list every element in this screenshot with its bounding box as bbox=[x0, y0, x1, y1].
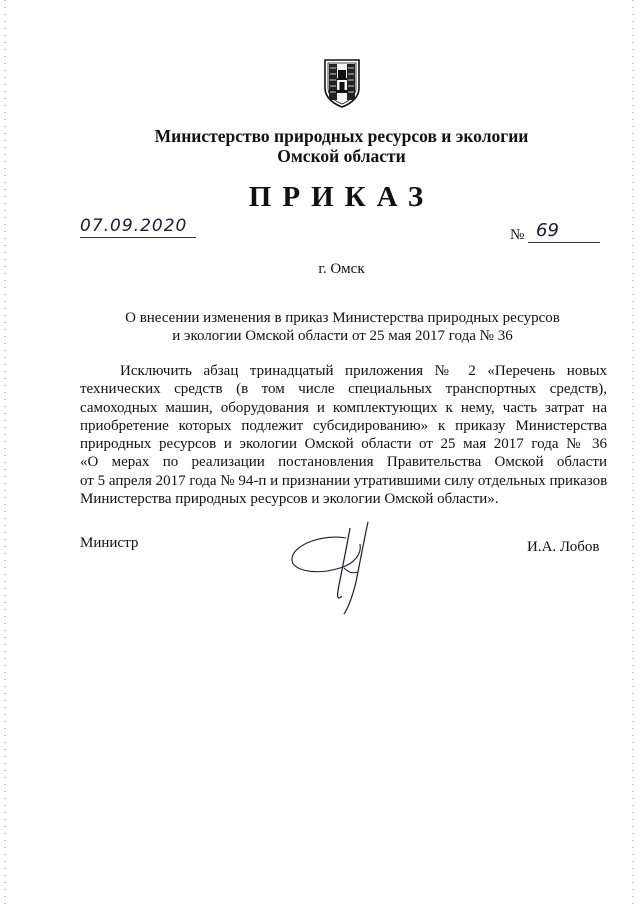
scan-edge-right bbox=[632, 0, 634, 905]
body-line: Министерства природных ресурсов и экологии Омской области». bbox=[80, 491, 499, 508]
body-line: Исключить абзац тринадцатый приложения № 2 «Перечень новых bbox=[120, 363, 607, 379]
body-line: от 5 апреля 2017 года № 94-п и признании утратившими силу отдельных приказов bbox=[80, 472, 608, 489]
body-line: приобретение которых подлежит субсидированию» к приказу Министерства bbox=[80, 417, 607, 434]
number-sign: № bbox=[510, 227, 525, 243]
document-body bbox=[80, 362, 607, 508]
body-line: самоходных машин, оборудования и комплектующих к нему, часть затрат на bbox=[80, 399, 607, 416]
handwritten-signature bbox=[284, 510, 394, 620]
document-number: 69 bbox=[528, 220, 600, 243]
scan-edge-left bbox=[4, 0, 6, 905]
body-paragraph bbox=[80, 362, 607, 508]
document-date: 07.09.2020 bbox=[80, 216, 196, 238]
body-line: «О мерах по реализации постановления Правительства Омской области bbox=[80, 454, 607, 471]
subject-line1: О внесении изменения в приказ Министерства природных ресурсов bbox=[125, 310, 560, 326]
document-subject bbox=[100, 309, 585, 345]
document-type-title: ПРИКАЗ bbox=[248, 181, 435, 213]
city-label: г. Омск bbox=[318, 261, 365, 277]
signer-name: И.А. Лобов bbox=[527, 539, 600, 555]
coat-of-arms-icon bbox=[322, 58, 362, 108]
signer-title: Министр bbox=[80, 535, 139, 551]
org-name-line2: Омской области bbox=[277, 146, 406, 166]
subject-line2: и экологии Омской области от 25 мая 2017 года № 36 bbox=[172, 328, 513, 344]
org-name-line1: Министерство природных ресурсов и экологии bbox=[154, 126, 529, 146]
body-line: природных ресурсов и экологии Омской области от 25 мая 2017 года № 36 bbox=[80, 436, 607, 453]
body-line: технических средств (в том числе специальных транспортных средств), bbox=[80, 381, 607, 398]
